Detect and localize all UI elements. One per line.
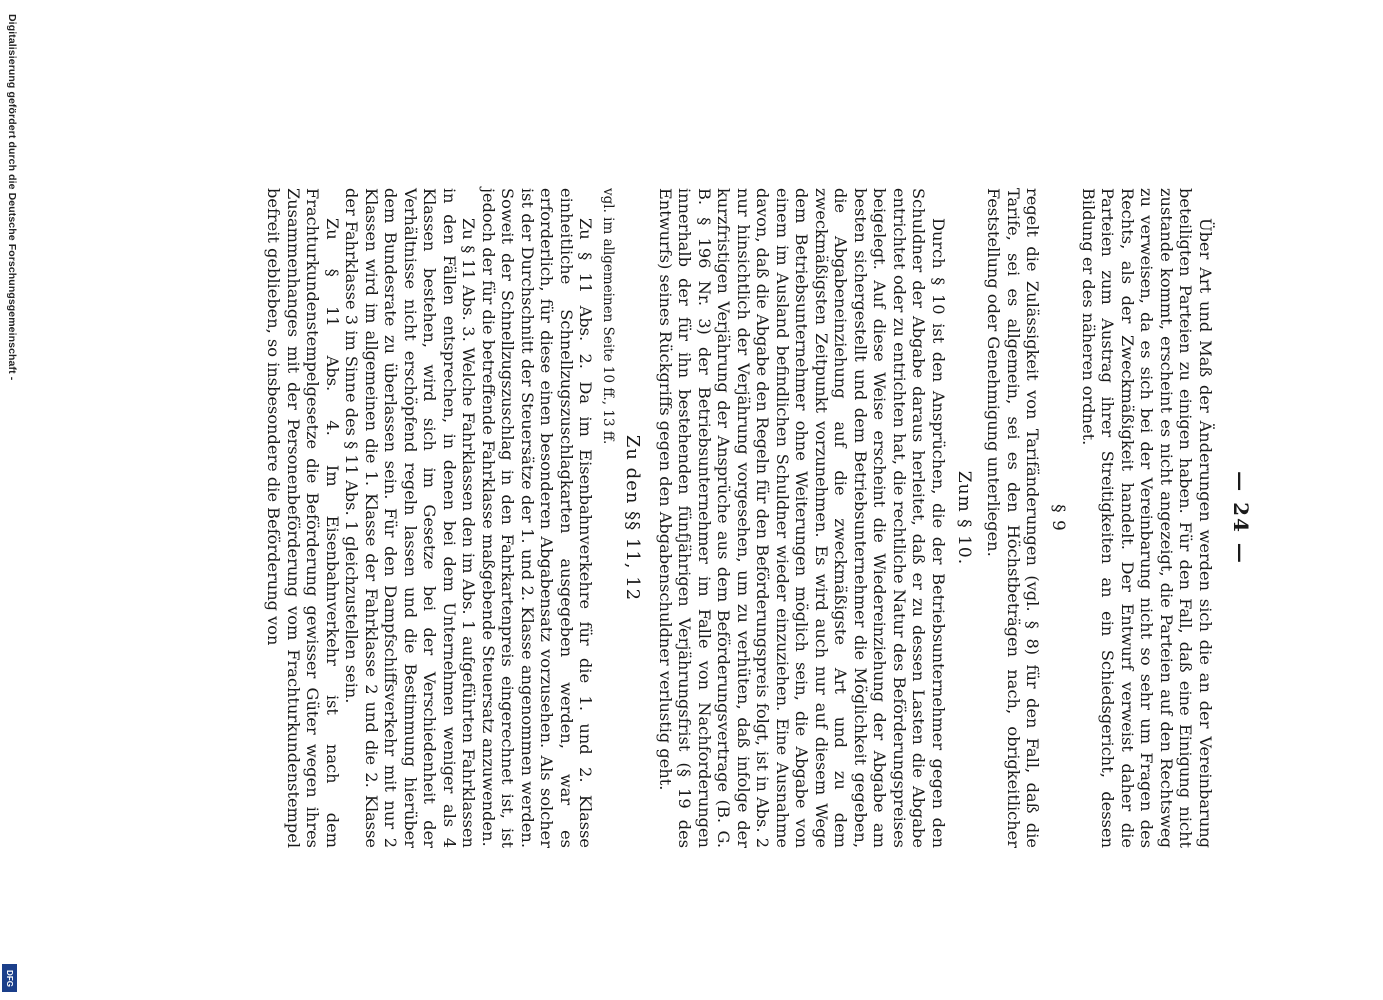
section-11-reference: vgl. im allgemeinen Seite 10 ff., 13 ff. — [600, 188, 617, 445]
page-number: — 24 — — [1229, 471, 1253, 565]
dfg-logo-text: DFG — [5, 969, 15, 987]
section-11-paragraph-1: Zu § 11 Abs. 2. Da im Eisenbahnverkehre für die 1. und 2. Klasse einheitliche Schnellzugszuschlagkarten ausgegeben werden, war es erforderlich, für diese einen besonderen Abgabensatz vorzusehen. Als solcher ist der Durchschnitt der Steuersätze der 1. und 2. Klasse angenommen werden. Soweit der Schnellzugszuschlag in den Fahrkartenpreis eingerechnet ist, ist jedoch der für die betreffende Fahrklasse maßgebende Steuersatz anzuwenden. — [479, 188, 596, 848]
section-11-heading: Zu den §§ 11, 12 — [622, 434, 644, 602]
digitization-credit — [0, 0, 22, 1000]
document-page — [113, 188, 1253, 848]
section-10-text: Durch § 10 ist den Ansprüchen, die der Betriebsunternehmer gegen den Schuldner der Abgabe daraus herleitet, daß er zu dessen Lasten die Abgabe entrichtet oder zu entrichten hat, die rechtliche Natur des Beförderungspreises beigelegt. Auf diese Weise erscheint die Wiedereinziehung der Abgabe am besten sichergestellt und dem Betriebsunternehmer die Möglichkeit gegeben, die Abgabeneinziehung auf die zweckmäßigste Art und zu dem zweckmäßigsten Zeitpunkt vorzunehmen. Es wird auch nur auf diesem Wege dem Betriebsunternehmer ohne Weiterungen möglich sein, die Abgabe von einem im Ausland befindlichen Schuldner wieder einzuziehen. Eine Ausnahme davon, daß die Abgabe den Regeln für den Beförderungspreis folgt, ist in Abs. 2 nur hinsichtlich der Verjährung vorgesehen, um zu verhüten, daß infolge der kurzfristigen Verjährung der Ansprüche aus dem Beförderungsvertrage (B. G. B. § 196 Nr. 3) der Betriebsunternehmer im Falle von Nachforderungen innerhalb der für ihn bestehenden fünfjährigen Verjährungsfrist (§ 19 des Entwurfs) seines Rückgriffs gegen den Abgabenschuldner verlustig geht. — [656, 188, 948, 848]
section-10-heading: Zum § 10. — [954, 470, 974, 566]
section-11-paragraph-2: Zu § 11 Abs. 3. Welche Fahrklassen den im Abs. 1 aufgeführten Fahrklassen in den Fällen entsprechen, in denen bei dem Unternehmen weniger als 4 Klassen bestehen, wird sich im Gesetze bei der Verschiedenheit der Verhältnisse nicht erschöpfend regeln lassen und die Bestimmung hierüber dem Bundesrate zu überlassen sein. Für den Dampfschiffsverkehr mit nur 2 Klassen wird im allgemeinen die 1. Klasse der Fahrklasse 2 und die 2. Klasse der Fahrklasse 3 im Sinne des § 11 Abs. 1 gleichzustellen sein. — [342, 188, 479, 848]
section-11-paragraph-3: Zu § 11 Abs. 4. Im Eisenbahnverkehr ist nach dem Frachturkundenstempelgesetze die Beförderung gewisser Güter wegen ihres Zusammenhanges mit der Personenbeförderung vom Frachturkundenstempel befreit geblieben, so insbesondere die Beförderung von — [264, 188, 342, 848]
intro-paragraph: Über Art und Maß der Änderungen werden sich die an der Vereinbarung beteiligten Parteien zu einigen haben. Für den Fall, daß eine Einigung nicht zustande kommt, erscheint es nicht angezeigt, die Parteien auf den Rechtsweg zu verweisen, da es sich bei der Vereinbarung nicht so sehr um Fragen des Rechts, als der Zweckmäßigkeit handelt. Der Entwurf verweist daher die Parteien zum Austrag ihrer Streitigkeiten an ein Schiedsgericht, dessen Bildung er des näheren ordnet. — [1079, 188, 1215, 848]
dfg-logo — [2, 964, 17, 992]
section-9-text: regelt die Zulässigkeit von Tarifänderungen (vgl. § 8) für den Fall, daß die Tarife, sei es allgemein, sei es den Höchstbeträgen nach, obrigkeitlicher Feststellung oder Genehmigung unterliegen. — [984, 188, 1043, 848]
section-9-heading: § 9 — [1048, 504, 1069, 532]
credit-text: Digitalisierung gefördert durch die Deutsche Forschungsgemeinschaft - — [6, 14, 18, 381]
